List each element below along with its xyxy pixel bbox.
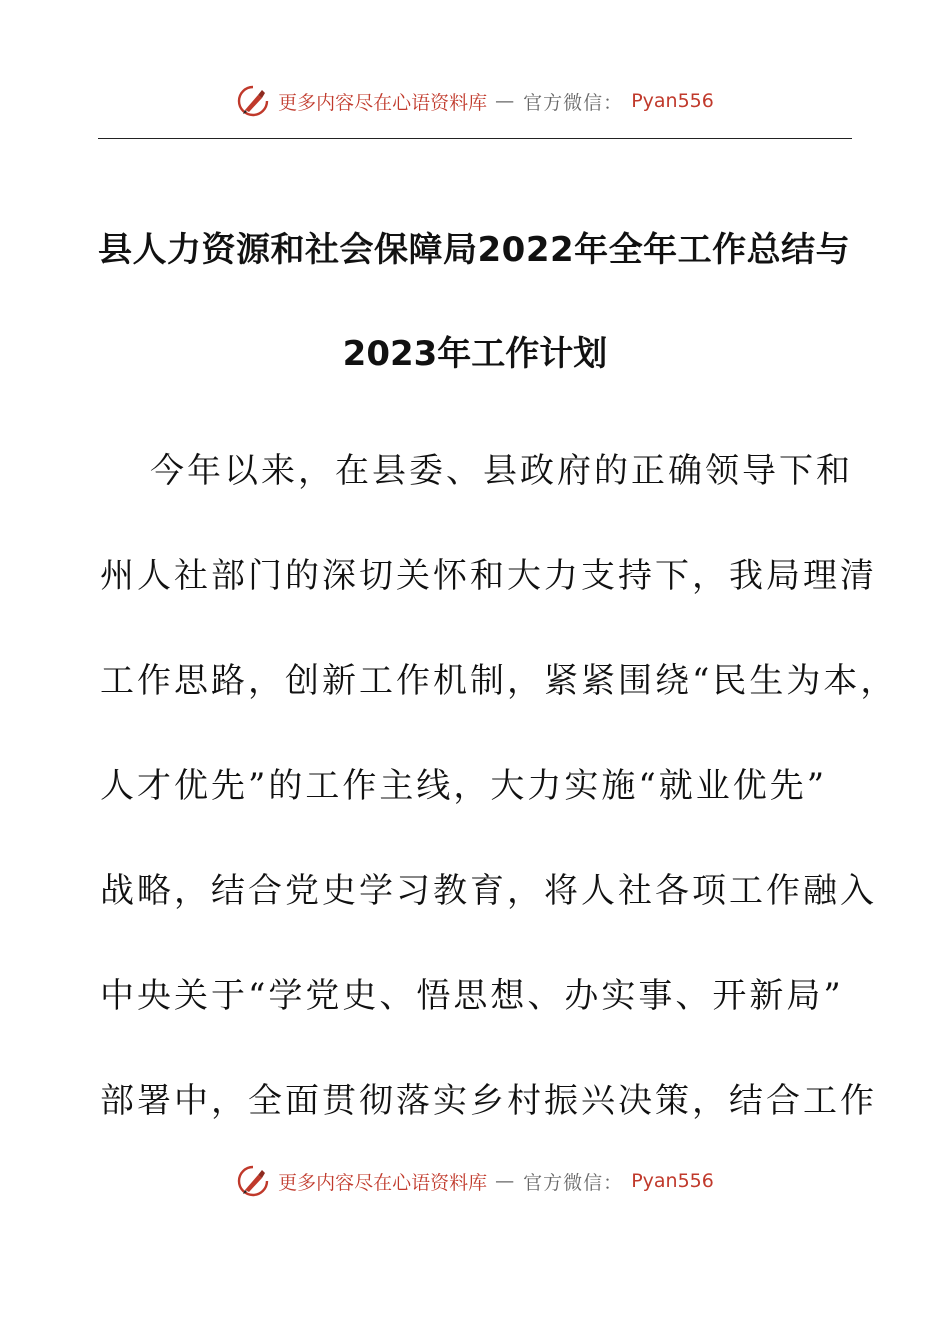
document-title-line-2: 2023年工作计划 <box>342 334 608 374</box>
watermark-dash: — <box>495 1170 516 1192</box>
body-line: 人才优先”的工作主线，大力实施“就业优先” <box>100 766 828 806</box>
body-line: 工作思路，创新工作机制，紧紧围绕“民生为本， <box>100 661 898 701</box>
body-line: 州人社部门的深切关怀和大力支持下，我局理清 <box>100 556 877 596</box>
watermark-dash: — <box>495 90 516 112</box>
header-watermark <box>0 84 950 118</box>
watermark-wechat-id: Pyan556 <box>631 1170 714 1192</box>
watermark-wechat-id: Pyan556 <box>631 90 714 112</box>
body-line: 今年以来，在县委、县政府的正确领导下和 <box>150 451 853 491</box>
document-title-line-1: 县人力资源和社会保障局2022年全年工作总结与 <box>98 230 851 270</box>
watermark-wechat-label: 官方微信： <box>523 1171 624 1194</box>
watermark-site-text: 更多内容尽在心语资料库 <box>278 1171 488 1194</box>
pen-logo-icon <box>236 1164 270 1198</box>
body-line: 战略，结合党史学习教育，将人社各项工作融入 <box>100 871 877 911</box>
pen-logo-icon <box>236 84 270 118</box>
body-line: 中央关于“学党史、悟思想、办实事、开新局” <box>100 976 844 1016</box>
watermark-wechat-label: 官方微信： <box>523 91 624 114</box>
body-line: 部署中，全面贯彻落实乡村振兴决策，结合工作 <box>100 1081 877 1121</box>
footer-watermark <box>0 1164 950 1198</box>
watermark-site-text: 更多内容尽在心语资料库 <box>278 91 488 114</box>
document-body <box>100 441 898 1176</box>
header-divider <box>98 138 852 139</box>
